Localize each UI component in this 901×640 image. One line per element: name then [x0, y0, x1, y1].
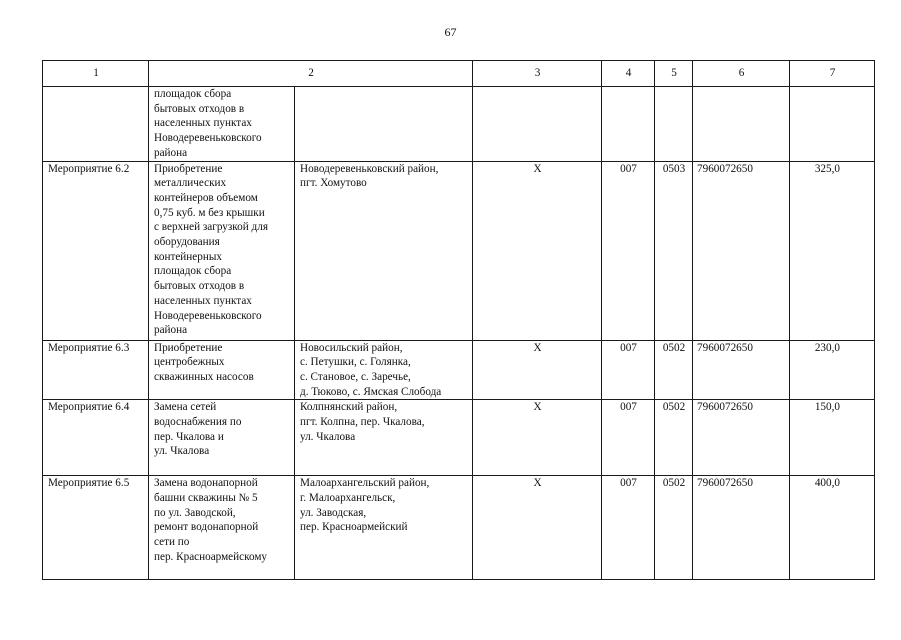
cell-col7: 150,0	[790, 400, 875, 476]
header-col-2: 2	[149, 61, 473, 87]
cell-col7	[790, 87, 875, 162]
cell-col4: 007	[602, 476, 655, 580]
cell-col3	[473, 87, 602, 162]
cell-label: Мероприятие 6.2	[43, 161, 149, 340]
cell-col6: 7960072650	[693, 400, 790, 476]
header-col-4: 4	[602, 61, 655, 87]
cell-label: Мероприятие 6.5	[43, 476, 149, 580]
table-row-continuation	[43, 87, 875, 162]
cell-measure: Приобретение металлических контейнеров объемом 0,75 куб. м без крышки с верхней загрузкой для оборудования контейнерных площадок сбора бытовых отходов в населенных пунктах Новодеревеньковского района	[149, 161, 295, 340]
header-col-6: 6	[693, 61, 790, 87]
cell-col6	[693, 87, 790, 162]
cell-col3: Х	[473, 476, 602, 580]
cell-measure: Приобретение центробежных скважинных насосов	[149, 340, 295, 400]
cell-col5: 0503	[655, 161, 693, 340]
cell-label: Мероприятие 6.3	[43, 340, 149, 400]
cell-col5: 0502	[655, 476, 693, 580]
cell-measure: Замена сетей водоснабжения по пер. Чкалова и ул. Чкалова	[149, 400, 295, 476]
cell-measure: Замена водонапорной башни скважины № 5 по ул. Заводской, ремонт водонапорной сети по пер. Красноармейскому	[149, 476, 295, 580]
cell-location: Колпнянский район, пгт. Колпна, пер. Чкалова, ул. Чкалова	[295, 400, 473, 476]
cell-col6: 7960072650	[693, 476, 790, 580]
cell-col7: 325,0	[790, 161, 875, 340]
cell-col5: 0502	[655, 340, 693, 400]
cell-col6: 7960072650	[693, 161, 790, 340]
cell-col6: 7960072650	[693, 340, 790, 400]
header-col-7: 7	[790, 61, 875, 87]
cell-col4: 007	[602, 340, 655, 400]
cell-measure: площадок сбора бытовых отходов в населенных пунктах Новодеревеньковского района	[149, 87, 295, 162]
header-col-3: 3	[473, 61, 602, 87]
table-row	[43, 161, 875, 340]
cell-location	[295, 87, 473, 162]
table-row	[43, 400, 875, 476]
cell-col3: Х	[473, 161, 602, 340]
cell-col4	[602, 87, 655, 162]
measures-table	[42, 60, 875, 580]
cell-label	[43, 87, 149, 162]
page-number: 67	[444, 25, 457, 39]
table-row	[43, 340, 875, 400]
header-col-1: 1	[43, 61, 149, 87]
header-row	[43, 61, 875, 87]
cell-col4: 007	[602, 400, 655, 476]
cell-location: Малоархангельский район, г. Малоархангельск, ул. Заводская, пер. Красноармейский	[295, 476, 473, 580]
cell-location: Новосильский район, с. Петушки, с. Голянка, с. Становое, с. Заречье, д. Тюково, с. Ямская Слобода	[295, 340, 473, 400]
table-row	[43, 476, 875, 580]
header-col-5: 5	[655, 61, 693, 87]
cell-col5: 0502	[655, 400, 693, 476]
cell-location: Новодеревеньковский район, пгт. Хомутово	[295, 161, 473, 340]
cell-col5	[655, 87, 693, 162]
cell-col7: 400,0	[790, 476, 875, 580]
cell-label: Мероприятие 6.4	[43, 400, 149, 476]
cell-col4: 007	[602, 161, 655, 340]
cell-col7: 230,0	[790, 340, 875, 400]
cell-col3: Х	[473, 340, 602, 400]
cell-col3: Х	[473, 400, 602, 476]
